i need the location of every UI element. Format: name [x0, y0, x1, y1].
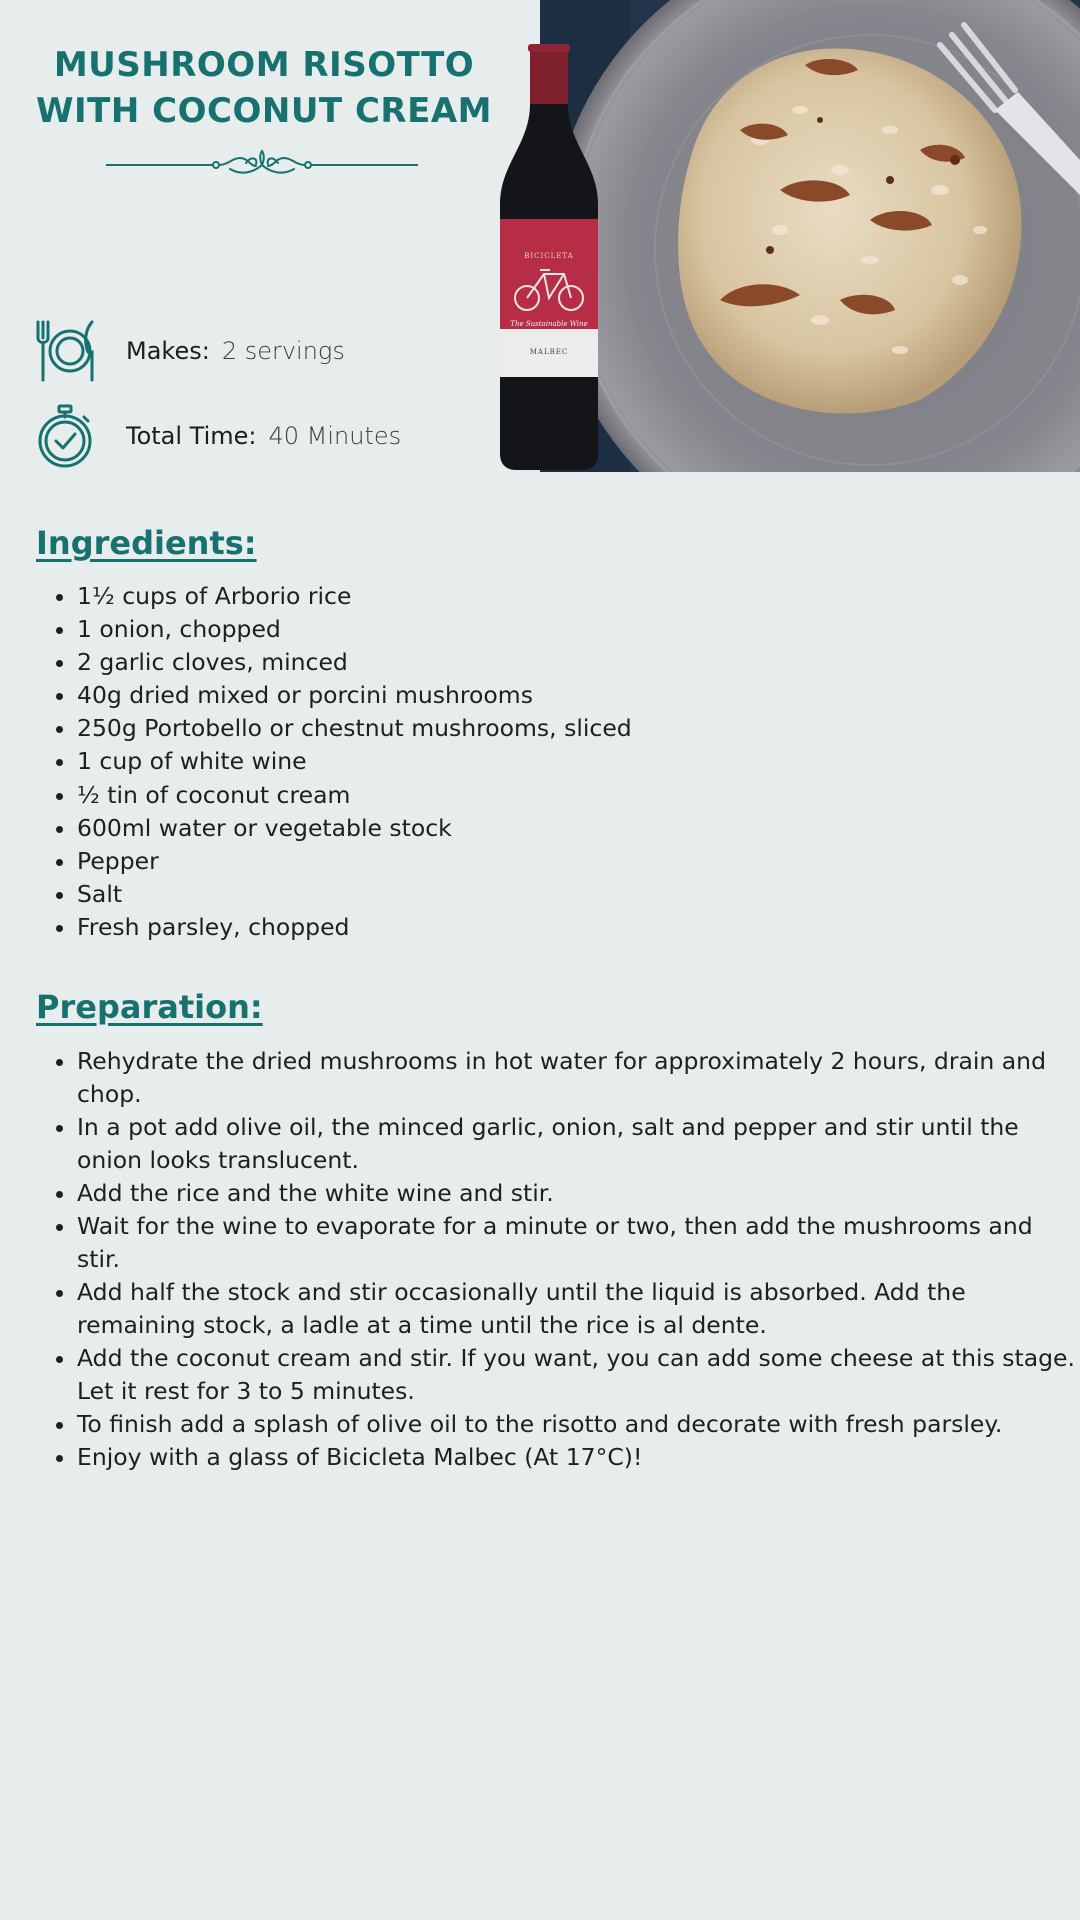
total-time-value: 40 Minutes: [268, 422, 402, 450]
ingredient-item: • 600ml water or vegetable stock: [77, 812, 977, 845]
servings-value: 2 servings: [221, 337, 345, 365]
total-time-label: Total Time:: [126, 422, 257, 450]
ingredient-item: • Pepper: [77, 845, 977, 878]
stopwatch-icon: [34, 403, 96, 469]
servings-row: [34, 318, 345, 384]
wine-brand: BICICLETA: [524, 252, 574, 260]
recipe-title-line2: WITH COCONUT CREAM: [36, 91, 492, 131]
ingredient-item: • 1½ cups of Arborio rice: [77, 580, 977, 613]
ingredients-list: [36, 580, 977, 944]
wine-tagline: The Sustainable Wine: [510, 320, 588, 328]
preparation-step: • In a pot add olive oil, the minced garlic, onion, salt and pepper and stir until the onion looks translucent.: [77, 1111, 1077, 1177]
ingredient-item: • 2 garlic cloves, minced: [77, 646, 977, 679]
recipe-title-line1: MUSHROOM RISOTTO: [53, 45, 475, 85]
preparation-heading: Preparation:: [36, 988, 263, 1026]
wine-variety: MALBEC: [529, 348, 569, 356]
ingredient-item: • Salt: [77, 878, 977, 911]
preparation-list: [36, 1045, 1077, 1474]
ingredient-item: • Fresh parsley, chopped: [77, 911, 977, 944]
ingredient-item: • ½ tin of coconut cream: [77, 779, 977, 812]
preparation-step: • Add the coconut cream and stir. If you want, you can add some cheese at this stage. Let it rest for 3 to 5 minutes.: [77, 1342, 1077, 1408]
preparation-step: • Wait for the wine to evaporate for a minute or two, then add the mushrooms and stir.: [77, 1210, 1077, 1276]
preparation-step: • Add the rice and the white wine and stir.: [77, 1177, 1077, 1210]
total-time-row: [34, 403, 401, 469]
wine-bottle: [492, 44, 606, 472]
recipe-title: [20, 42, 508, 134]
preparation-step: • Enjoy with a glass of Bicicleta Malbec (At 17°C)!: [77, 1441, 1077, 1474]
ingredient-item: • 40g dried mixed or porcini mushrooms: [77, 679, 977, 712]
preparation-step: • Rehydrate the dried mushrooms in hot water for approximately 2 hours, drain and chop.: [77, 1045, 1077, 1111]
flourish-divider-icon: [106, 146, 418, 184]
ingredient-item: • 1 onion, chopped: [77, 613, 977, 646]
risotto-photo: [540, 0, 1080, 472]
preparation-step: • Add half the stock and stir occasionally until the liquid is absorbed. Add the remaining stock, a ladle at a time until the rice is al dente.: [77, 1276, 1077, 1342]
ingredient-item: • 250g Portobello or chestnut mushrooms, sliced: [77, 712, 977, 745]
servings-label: Makes:: [126, 337, 210, 365]
plate-cutlery-icon: [34, 318, 96, 384]
ingredients-heading: Ingredients:: [36, 524, 257, 562]
ingredient-item: • 1 cup of white wine: [77, 745, 977, 778]
preparation-step: • To finish add a splash of olive oil to the risotto and decorate with fresh parsley.: [77, 1408, 1077, 1441]
